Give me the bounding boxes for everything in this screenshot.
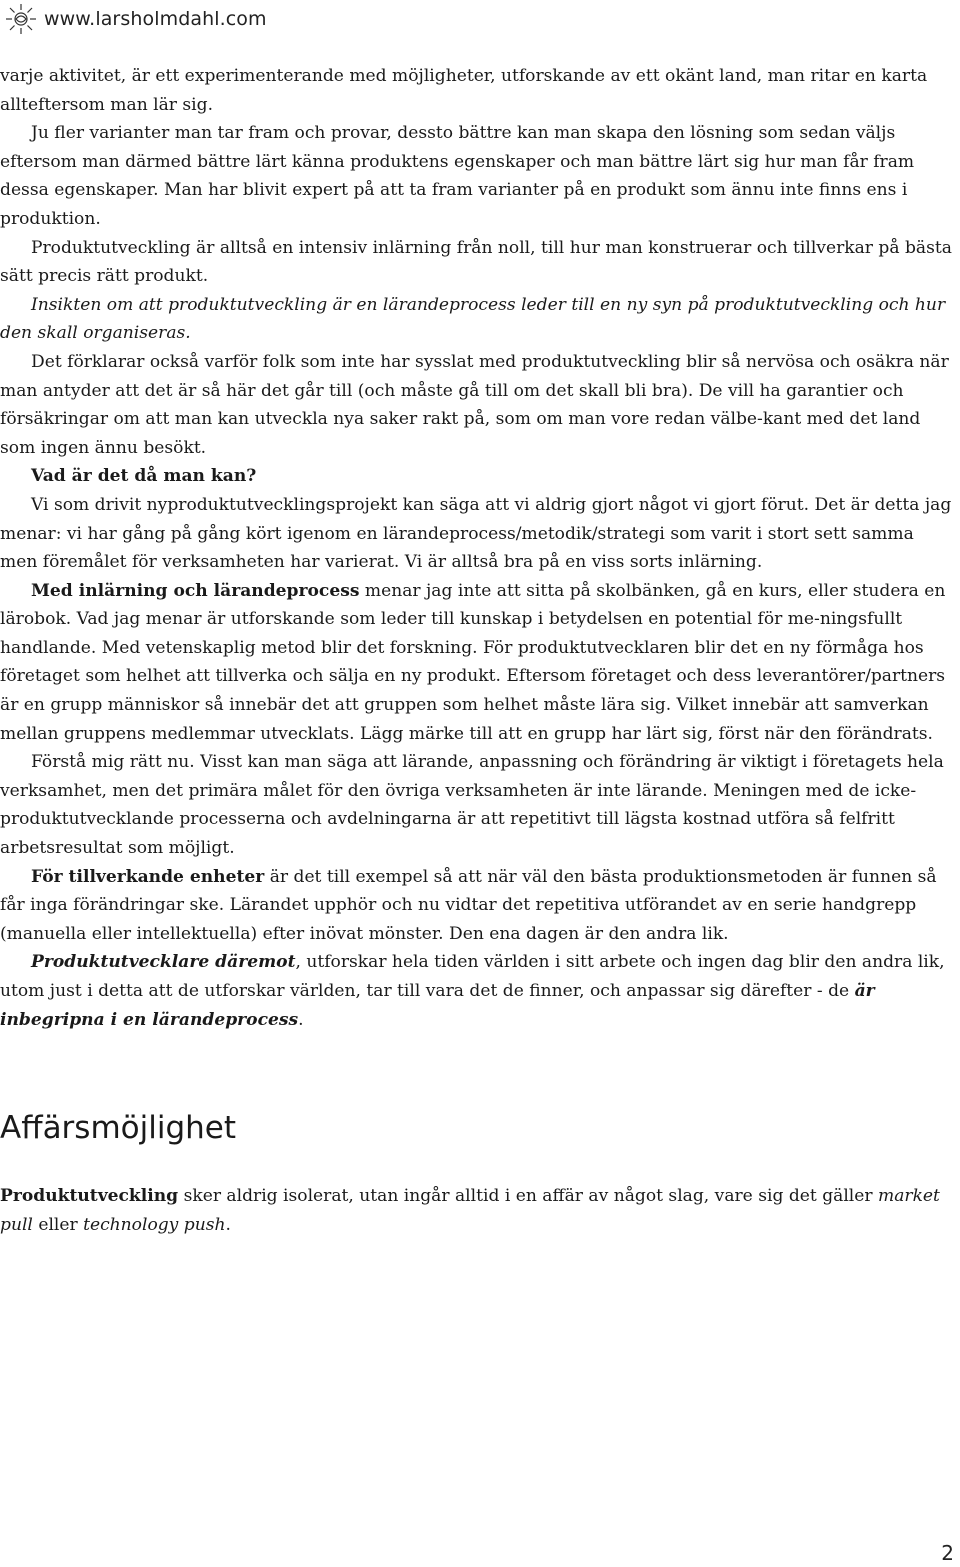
text-segment: , utforskar hela tiden världen i sitt arbete och ingen dag blir den andra lik, utom just i detta att de utforskar världen, tar till vara det de finner, och anpassar sig därefter - de [0,952,945,1001]
text-segment: Vad är det då man kan? [31,466,257,487]
text-segment: Med inlärning och lärandeprocess [31,580,360,601]
text-segment: Ju fler varianter man tar fram och provar, dessto bättre kan man skapa den lösning som sedan väljs eftersom man därmed bättre lärt känna produktens egenskaper och man bättre lärt sig hur man får fram dessa egenskaper. Man har blivit expert på att ta fram varianter på en produkt som ännu inte finns ens i produktion. [0,123,915,229]
text-segment: varje aktivitet, är ett experimenterande med möjligheter, utforskande av ett okänt land, man ritar en karta allteftersom man lär sig. [0,66,928,115]
section-heading: Affärsmöjlighet [0,1110,237,1146]
paragraph [0,234,956,291]
text-segment: sker aldrig isolerat, utan ingår alltid i en affär av något slag, vare sig det gäller [178,1186,878,1206]
text-segment: . [225,1215,231,1235]
document-body [0,62,956,1034]
text-segment: menar jag inte att sitta på skolbänken, gå en kurs, eller studera en lärobok. Vad jag menar är utforskande som leder till kunskap i betydelsen en potential för me-ningsfullt handlande. Med vetenskaplig metod blir det forskning. För produktutvecklaren blir det en ny förmåga hos företaget som helhet att tillverka och sälja en ny produkt. Eftersom företaget och dess leverantörer/partners är en grupp människor så innebär det att gruppen som helhet måste lära sig. Vilket innebär att samverkan mellan gruppens medlemmar utvecklats. Lägg märke till att en grupp har lärt sig, först när den förändrats. [0,580,946,744]
page-number: 2 [941,1541,954,1565]
text-segment: market pull [0,1186,940,1235]
text-segment: är inbegripna i en lärandeprocess [0,981,875,1030]
text-segment: Förstå mig rätt nu. Visst kan man säga att lärande, anpassning och förändring är viktigt i företagets hela verksamhet, men det primära målet för den övriga verksamheten är inte lärande. Meningen med de icke-produktutvecklande processerna och avdelningarna är att repetitivt till lägsta kostnad utföra så felfritt arbetsresultat som möjligt. [0,752,944,859]
text-segment: För tillverkande enheter [31,866,265,887]
page-header [4,2,267,36]
text-segment: Insikten om att produktutveckling är en lärandeprocess leder till en ny syn på produktutveckling och hur den skall organiseras. [0,294,946,344]
site-url[interactable]: www.larsholmdahl.com [44,8,267,30]
sun-burst-logo-icon [4,2,38,36]
paragraph [0,491,956,577]
text-segment: Produktutvecklare däremot [31,952,296,973]
text-segment: är det till exempel så att när väl den bästa produktionsmetoden är funnen så får inga förändringar ske. Lärandet upphör och nu vidtar det repetitiva utförandet av en serie handgrepp (manuella eller intellektuella) efter inövat mönster. Den ena dagen är den andra lik. [0,866,937,944]
paragraph [0,348,956,462]
paragraph [0,577,956,749]
paragraph [0,291,956,348]
text-segment: Det förklarar också varför folk som inte har sysslat med produktutveckling blir så nervösa och osäkra när man antyder att det är så här det går till (och måste gå till om det skall bli bra). De vill ha garantier och försäkringar om att man kan utveckla nya saker rakt på, som om man vore redan välbe-kant med det land som ingen ännu besökt. [0,351,949,458]
paragraph [0,748,956,862]
paragraph [0,462,956,491]
text-segment: Produktutveckling är alltså en intensiv inlärning från noll, till hur man konstruerar och tillverkar på bästa sätt precis rätt produkt. [0,237,952,287]
text-segment: technology push [83,1215,226,1235]
paragraph [0,62,956,119]
section-paragraph [0,1182,956,1240]
paragraph [0,948,956,1034]
text-segment: . [298,1009,304,1030]
paragraph [0,863,956,949]
text-segment: Vi som drivit nyproduktutvecklingsprojekt kan säga att vi aldrig gjort något vi gjort förut. Det är detta jag menar: vi har gång på gång kört igenom en lärandeprocess/metodik/strategi som varit i stort sett samma men föremålet för verksamheten har varierat. Vi är alltså bra på en viss sorts inlärning. [0,494,952,573]
text-segment: Produktutveckling [0,1186,179,1206]
text-segment: eller [32,1215,84,1235]
paragraph [0,119,956,233]
